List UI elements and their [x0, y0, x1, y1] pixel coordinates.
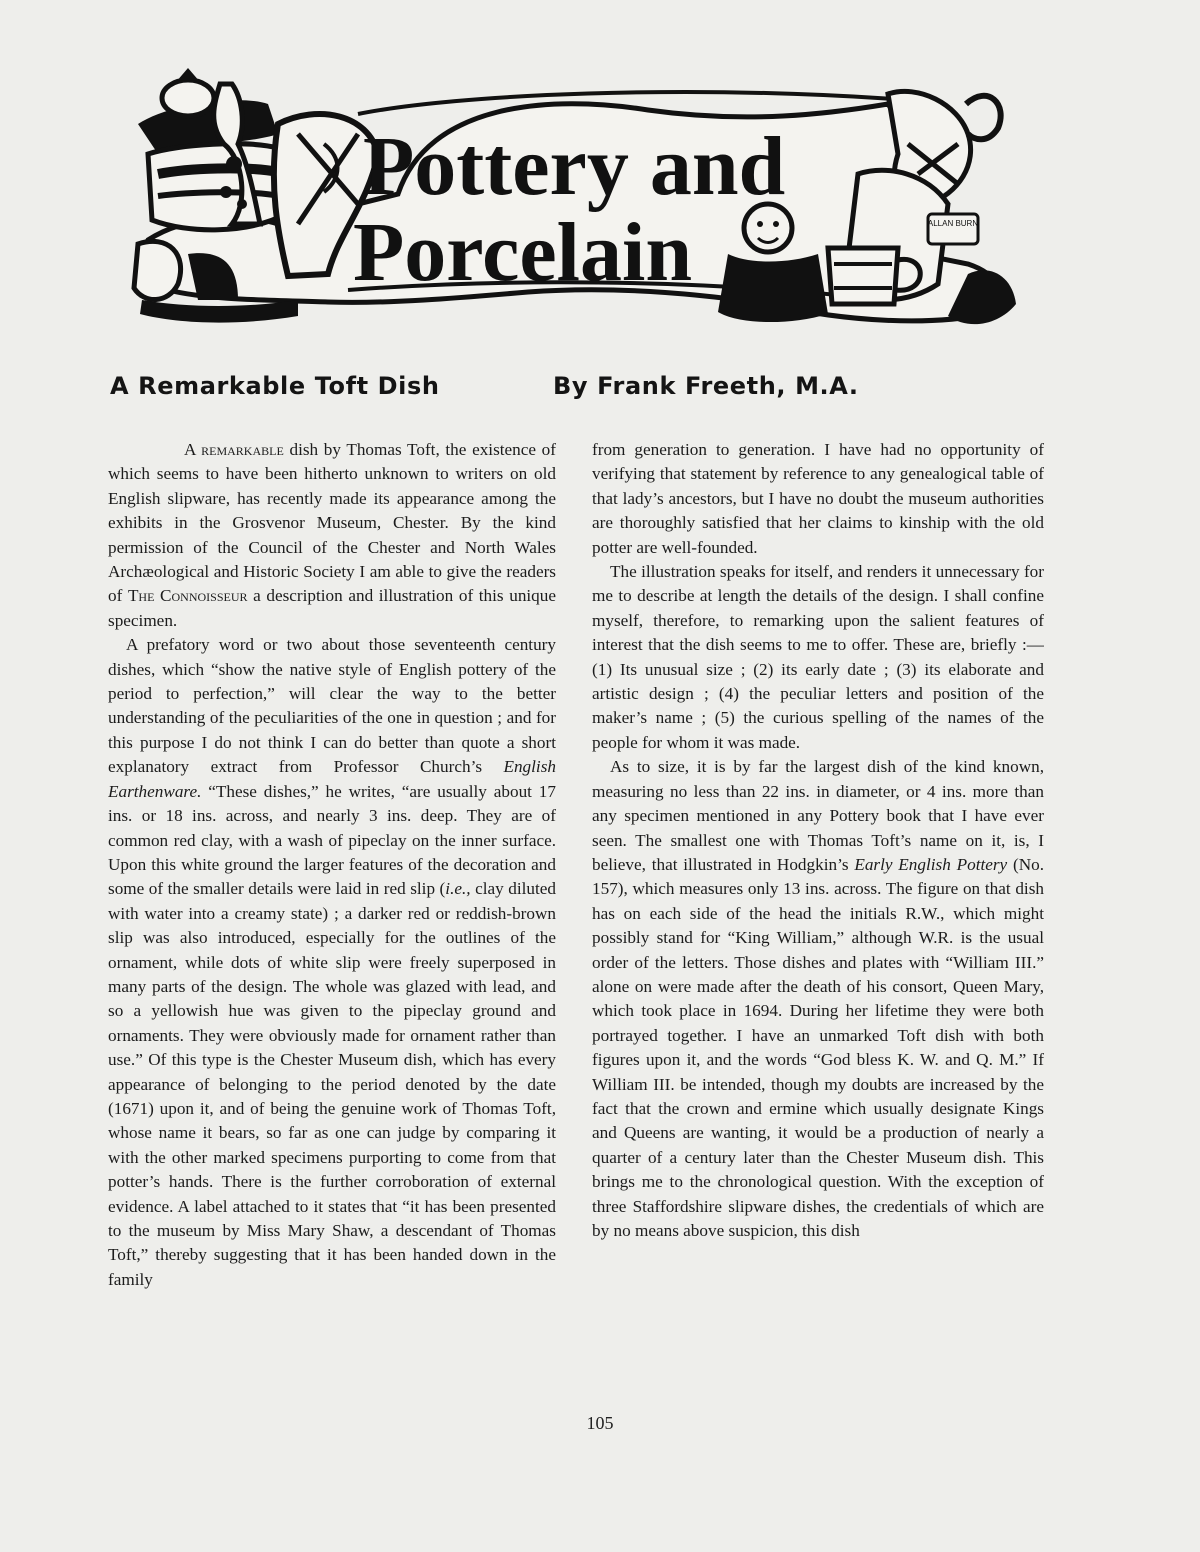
book-title-early-english-pottery: Early English Pottery [854, 854, 1008, 874]
p1-text-b: a description and illustration of this unique specimen. [108, 586, 556, 630]
lead-words: A remarkable [184, 440, 284, 459]
column-left [108, 438, 556, 1403]
banner-title-line2: Porcelain [353, 206, 693, 299]
header-banner-illustration [128, 64, 1020, 336]
jug-label: ALLAN BURN [927, 219, 979, 228]
p2-text-a: A prefatory word or two about those seventeenth century dishes, which “show the native style of English pottery of the period to perfection,” will clear the way to the better understanding of the peculiarities of the one in question ; and for this purpose I do not think I can do better than quote a short explanatory extract from Professor Church’s [108, 635, 556, 777]
p5-text-b: (No. 157), which measures only 13 ins. across. The figure on that dish has on each side of the head the initials R.W., which might possibly stand for “King William,” although W.R. is the usual order of the letters. Those dishes and plates with “William III.” alone on were made after the death of his consort, Queen Mary, which took place in 1694. During her lifetime they were both portrayed together. I have an unmarked Toft dish with both figures upon it, and the words “God bless K. W. and Q. M.” If William III. be intended, though my doubts are increased by the fact that the crown and ermine which usually designate Kings and Queens are wanting, it would be a production of nearly a quarter of a century later than the Chester Museum dish. This brings me to the chronological question. With the exception of three Staffordshire slipware dishes, the credentials of which are by no means above suspicion, this dish [592, 854, 1044, 1240]
article-title: A Remarkable Toft Dish [110, 372, 440, 400]
article-byline: By Frank Freeth, M.A. [553, 372, 859, 400]
book-title-english-earthenware: English Earthenware. [108, 757, 556, 801]
p2-text-c: clay diluted with water into a creamy state) ; a darker red or reddish-brown slip was also introduced, especially for the outlines of the ornament, while dots of white slip were freely superposed in many parts of the design. The whole was glazed with lead, and so a yellowish hue was given to the pipeclay ground and ornaments. They were obviously made for ornament rather than use.” Of this type is the Chester Museum dish, which has every appearance of belonging to the period denoted by the date (1671) upon it, and of being the genuine work of Thomas Toft, whose name it bears, so far as one can judge by comparing it with the other marked specimens purporting to come from that potter’s hands. There is the further corroboration of external evidence. A label attached to it states that “it has been presented to the museum by Miss Mary Shaw, a descendant of Thomas Toft,” thereby suggesting that it has been handed down in the family [108, 879, 556, 1289]
paragraph-2 [108, 633, 556, 1292]
paragraph-1 [108, 438, 556, 633]
banner-title-line1: Pottery and [363, 120, 786, 213]
column-right [592, 438, 1044, 1403]
p2-text-b: “These dishes,” he writes, “are usually about 17 ins. or 18 ins. across, and nearly 3 ins. deep. They are of common red clay, with a wash of pipeclay on the inner surface. Upon this white ground the larger features of the decoration and some of the smaller details were laid in red slip ( [108, 781, 556, 899]
paragraph-5 [592, 755, 1044, 1243]
paragraph-3: from generation to generation. I have had no opportunity of verifying that statement by reference to any genealogical table of that lady’s ancestors, but I have no doubt the museum authorities are thoroughly satisfied that her claims to kinship with the old potter are well-founded. [592, 440, 1044, 557]
p5-text-a: As to size, it is by far the largest dish of the kind known, measuring no less than 22 ins. in diameter, or 4 ins. more than any specimen mentioned in any Pottery book that I have ever seen. The smallest one with Thomas Toft’s name on it, is, I believe, that illustrated in Hodgkin’s [592, 757, 1044, 874]
abbrev-ie: i.e., [445, 879, 471, 899]
p1-text-a: dish by Thomas Toft, the existence of which seems to have been hitherto unknown to writers on old English slipware, has recently made its appearance among the exhibits in the Grosvenor Museum, Chester. By the kind permission of the Council of the Chester and North Wales Archæological and Historic Society I am able to give the readers of [108, 440, 556, 606]
magazine-name: The Connoisseur [127, 586, 248, 606]
paragraph-4: The illustration speaks for itself, and renders it unnecessary for me to describe at length the details of the design. I shall confine myself, therefore, to remarking upon the salient features of interest that the dish seems to me to offer. These are, briefly :— (1) Its unusual size ; (2) its early date ; (3) its elaborate and artistic design ; (4) the peculiar letters and position of the maker’s name ; (5) the curious spelling of the names of the people for whom it was made. [592, 562, 1044, 752]
page-number: 105 [586, 1413, 614, 1433]
